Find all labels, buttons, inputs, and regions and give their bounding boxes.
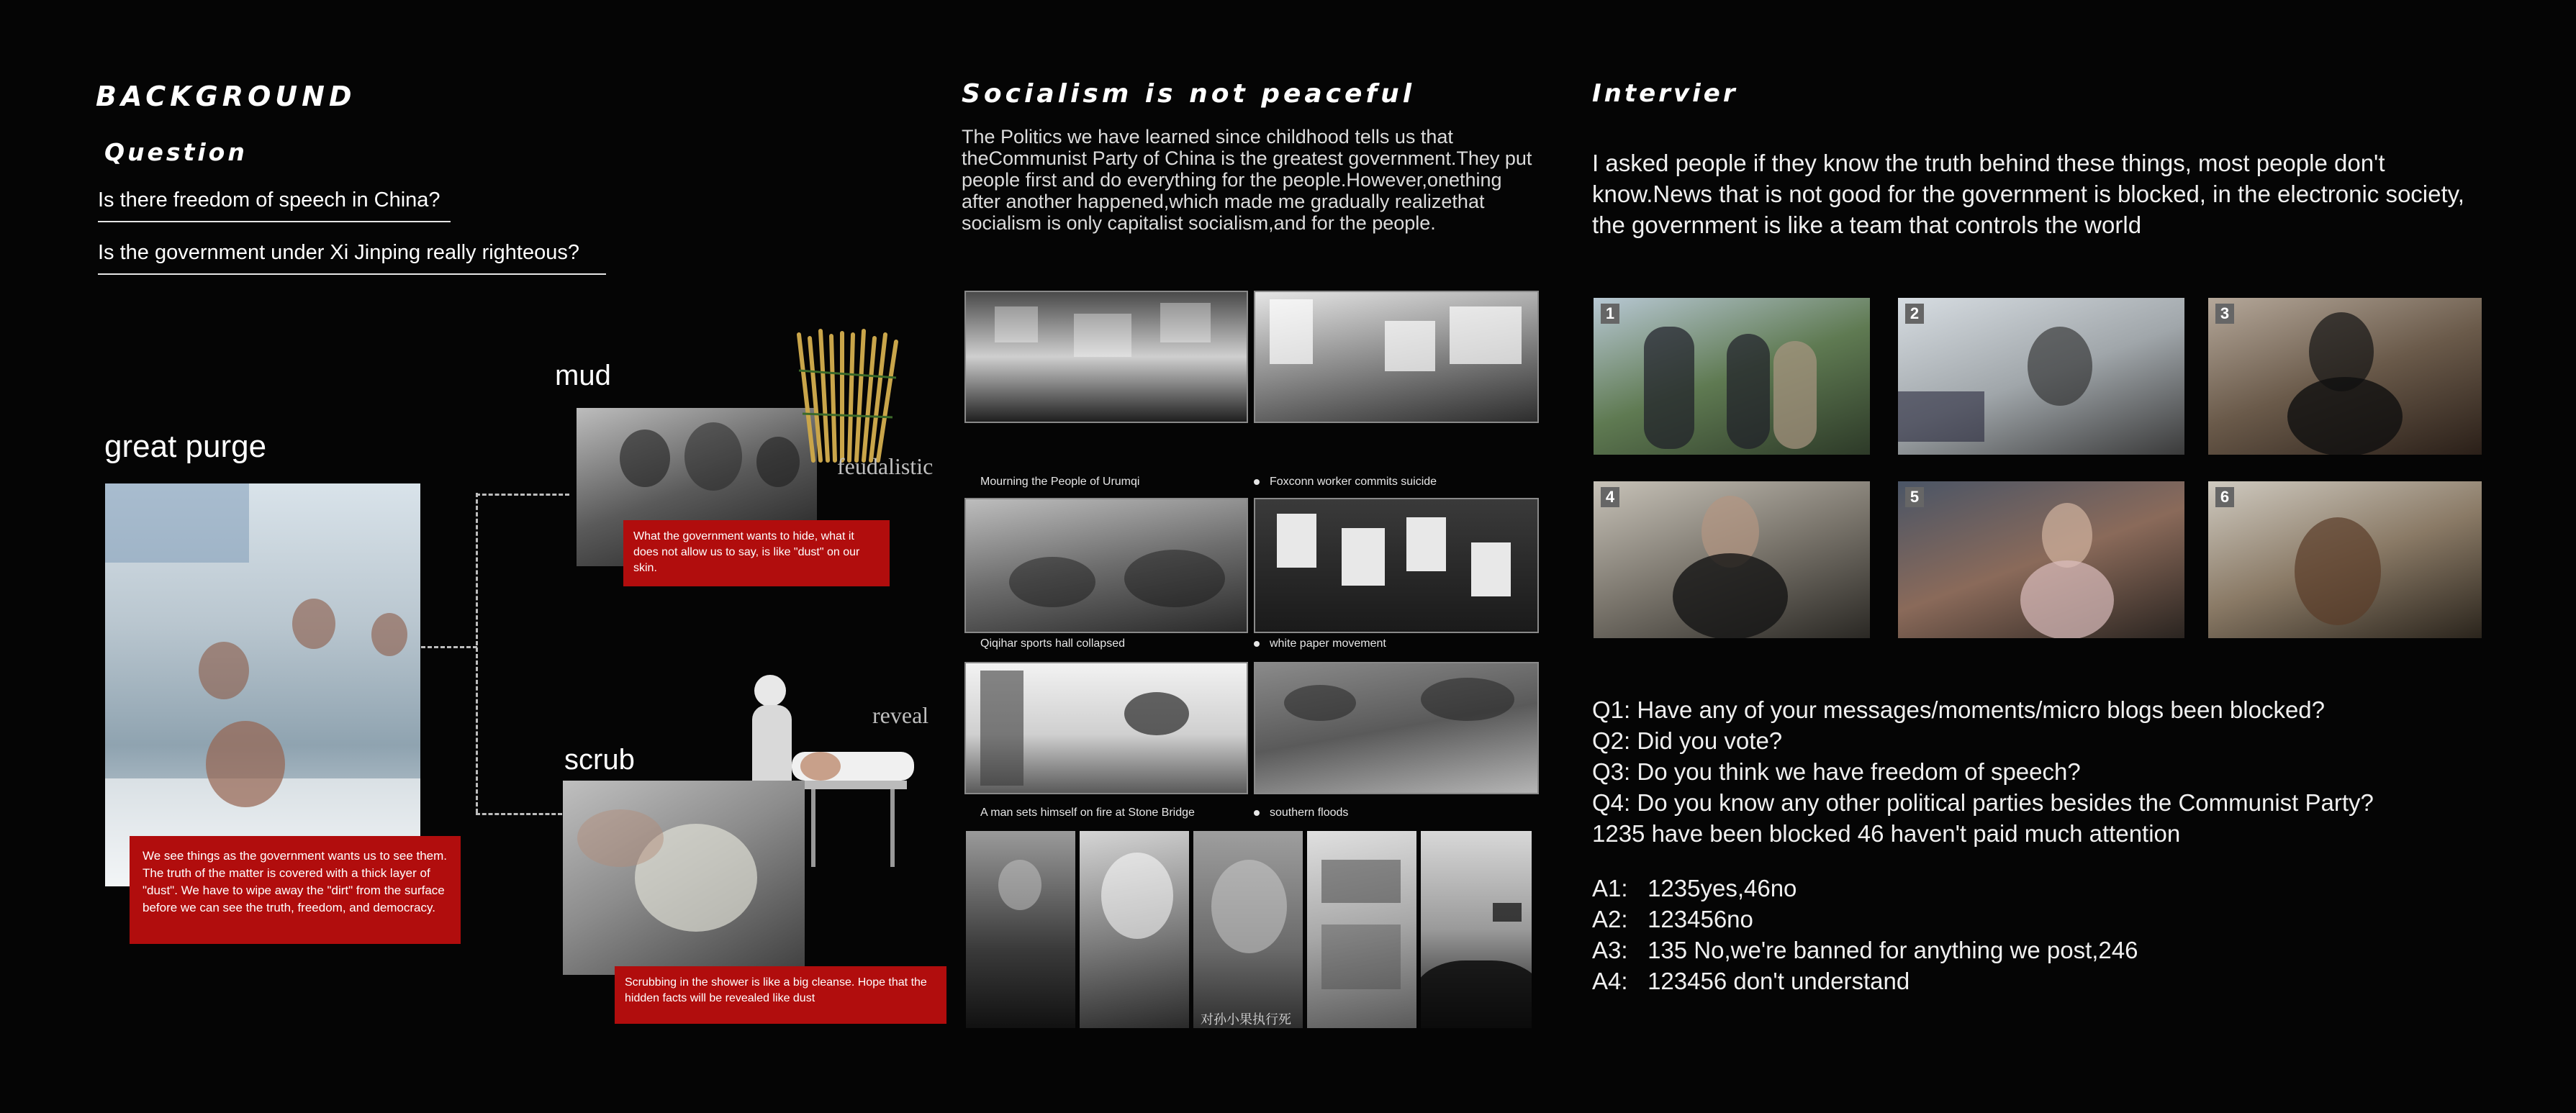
question-2: Is the government under Xi Jinping really righteous?	[98, 241, 606, 275]
interview-questions	[1592, 694, 2528, 849]
interviewee-photo-3	[2208, 298, 2482, 455]
scrub-caption: Scrubbing in the shower is like a big cleanse. Hope that the hidden facts will be revealed like dust	[615, 966, 946, 1024]
strip-photo-newspaper	[1307, 831, 1416, 1028]
stone-bridge-fire-photo	[964, 662, 1248, 794]
question-q2: Q2: Did you vote?	[1592, 727, 1783, 754]
caption-southern-floods	[1254, 807, 1348, 819]
bullet-icon	[1254, 810, 1260, 816]
background-heading: BACKGROUND	[96, 81, 356, 112]
caption-stone-bridge: A man sets himself on fire at Stone Bridge	[980, 807, 1195, 819]
question-q3: Q3: Do you think we have freedom of speech?	[1592, 758, 2081, 785]
photo-number-badge: 5	[1905, 487, 1924, 507]
photo-number-badge: 2	[1905, 304, 1924, 324]
photo-number-badge: 3	[2215, 304, 2234, 324]
interviewee-photo-5	[1898, 481, 2184, 638]
strip-overlay-text: 对孙小果执行死	[1201, 1012, 1291, 1027]
answer-label: A4:	[1592, 968, 1628, 994]
answer-label: A1:	[1592, 875, 1628, 901]
question-1: Is there freedom of speech in China?	[98, 188, 451, 222]
reveal-label: reveal	[872, 702, 929, 728]
socialism-heading: Socialism is not peaceful	[962, 79, 1416, 109]
socialism-paragraph: The Politics we have learned since childhood tells us that theCommunist Party of China is the greatest government.They put people first and do everything for the people.However,onething after another happened,which made me gradually realizethat socialism is only capitalist socialism,and for the people.	[962, 126, 1532, 234]
caption-urumqi: Mourning the People of Urumqi	[980, 476, 1140, 488]
interviewee-photo-2	[1898, 298, 2184, 455]
bullet-icon	[1254, 479, 1260, 485]
qiqihar-collapse-photo	[964, 498, 1248, 633]
caption-foxconn	[1254, 476, 1437, 489]
bullet-icon	[1254, 641, 1260, 647]
caption-white-paper	[1254, 637, 1386, 650]
southern-floods-photo	[1254, 662, 1539, 794]
interview-paragraph: I asked people if they know the truth behind these things, most people don't know.News that is not good for the government is blocked, in the electronic society, the government is like a team that controls the world	[1592, 150, 2464, 238]
question-label: Question	[104, 138, 248, 166]
answer-a4	[1592, 966, 2456, 996]
bathhouse-photo	[105, 483, 420, 886]
caption-white-paper-text: white paper movement	[1270, 637, 1386, 650]
photo-number-badge: 4	[1601, 487, 1619, 507]
caption-foxconn-text: Foxconn worker commits suicide	[1270, 476, 1437, 488]
question-q1: Q1: Have any of your messages/moments/micro blogs been blocked?	[1592, 696, 2326, 723]
answer-text: 135 No,we're banned for anything we post,246	[1648, 937, 2138, 963]
scrub-label: scrub	[564, 744, 635, 776]
great-purge-label: great purge	[104, 429, 267, 464]
white-paper-photo	[1254, 498, 1539, 633]
caption-southern-floods-text: southern floods	[1270, 807, 1349, 819]
mud-label: mud	[555, 360, 611, 391]
answer-text: 1235yes,46no	[1648, 875, 1797, 901]
foxconn-protest-photo	[1254, 291, 1539, 423]
connector-line	[476, 493, 478, 813]
incense-sticks-image	[777, 327, 914, 464]
photo-number-badge: 1	[1601, 304, 1619, 324]
answer-label: A2:	[1592, 906, 1628, 932]
strip-photo-injured	[1080, 831, 1189, 1028]
interviewee-photo-4	[1594, 481, 1870, 638]
answer-a2	[1592, 904, 2456, 935]
interviewee-photo-6	[2208, 481, 2482, 638]
answer-text: 123456 don't understand	[1648, 968, 1910, 994]
strip-photo-crowd-flag	[1421, 831, 1532, 1028]
interviewee-photo-1	[1594, 298, 1870, 455]
scrub-hands-photo	[563, 781, 805, 975]
connector-line	[476, 813, 562, 815]
interview-answers	[1592, 873, 2456, 996]
photo-number-badge: 6	[2215, 487, 2234, 507]
answer-label: A3:	[1592, 937, 1628, 963]
strip-photo-official	[966, 831, 1075, 1028]
interview-heading: Intervier	[1592, 79, 1738, 108]
answer-a1	[1592, 873, 2456, 904]
strip-photo-portrait	[1193, 831, 1303, 1028]
answer-a3	[1592, 935, 2456, 966]
question-q4: Q4: Do you know any other political parties besides the Communist Party?1235 have been blocked 46 haven't paid much attention	[1592, 789, 2374, 847]
answer-text: 123456no	[1648, 906, 1753, 932]
mud-caption: What the government wants to hide, what it does not allow us to say, is like "dust" on our skin.	[623, 520, 890, 586]
urumqi-mourning-photo	[964, 291, 1248, 423]
connector-line	[421, 646, 477, 648]
feudalistic-label: feudalistic	[837, 453, 934, 479]
purge-caption: We see things as the government wants us to see them. The truth of the matter is covered with a thick layer of "dust". We have to wipe away the "dirt" from the surface before we can see the truth, freedom, and democracy.	[130, 836, 461, 944]
caption-qiqihar: Qiqihar sports hall collapsed	[980, 637, 1125, 650]
connector-line	[476, 494, 569, 496]
